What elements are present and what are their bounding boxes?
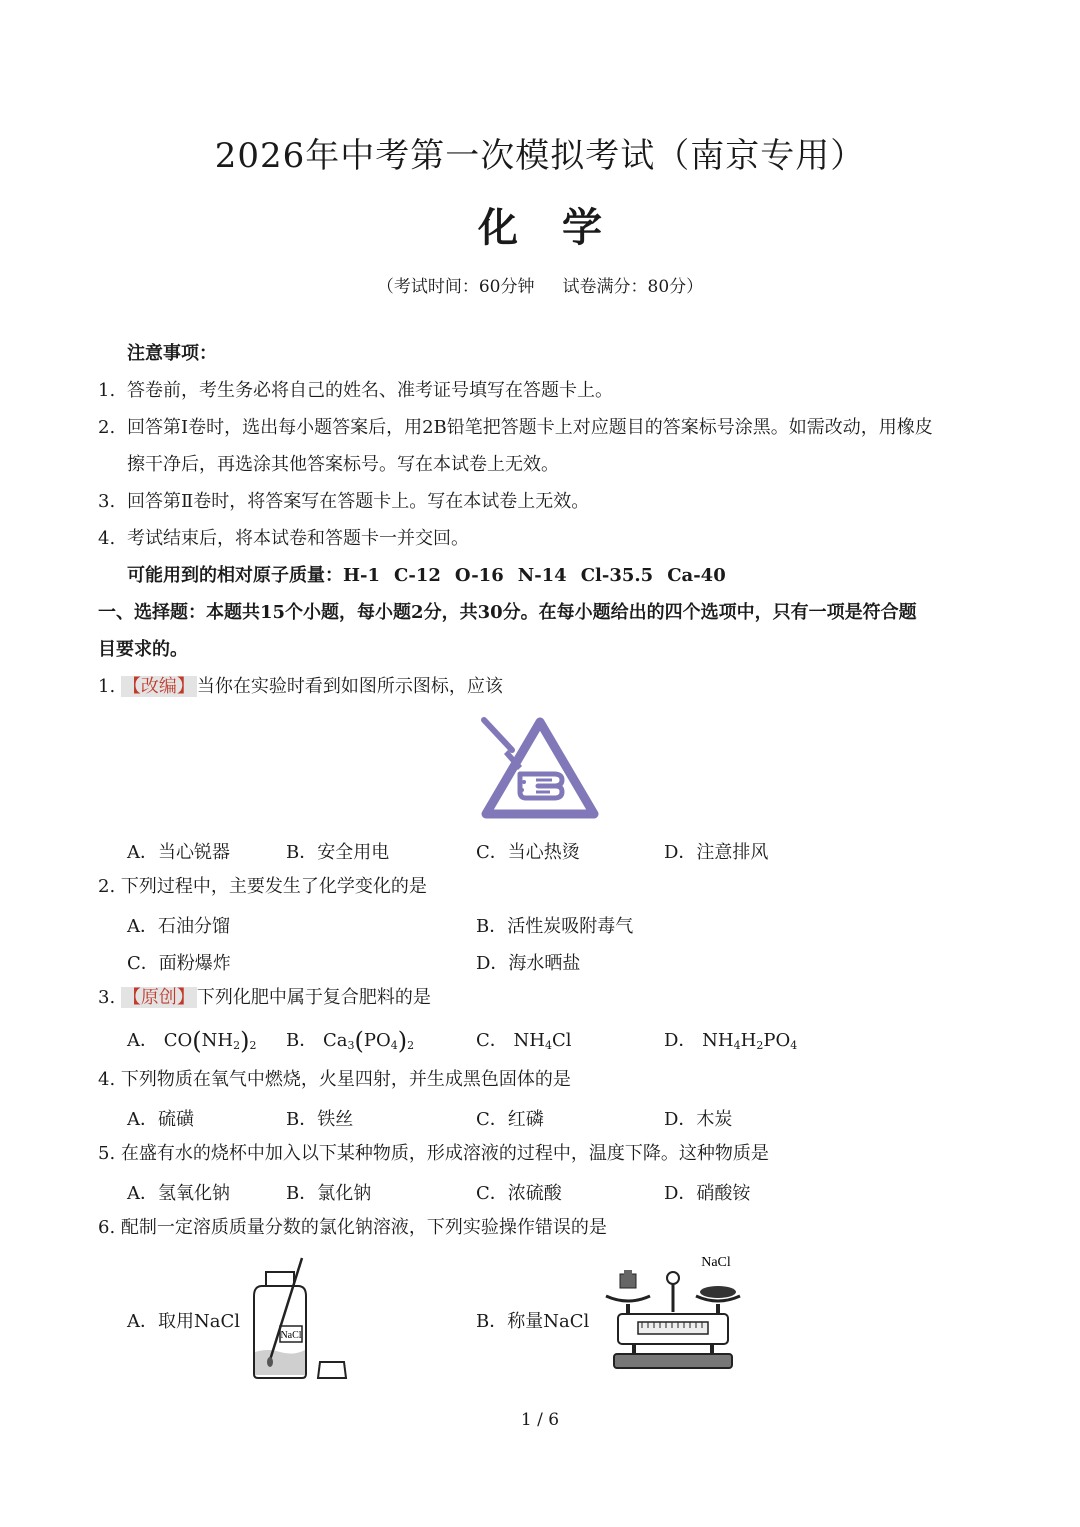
option-b[interactable]: B．称量NaCl (476, 1311, 590, 1332)
exam-info (0, 272, 1080, 297)
atomic-mass: C-12 (394, 565, 441, 586)
full-score: 试卷满分：80分） (562, 277, 704, 297)
atomic-label: 可能用到的相对原子质量： (127, 565, 343, 586)
option-b[interactable]: B．活性炭吸附毒气 (476, 916, 634, 937)
exam-title: 2026年中考第一次模拟考试（南京专用） (214, 136, 866, 176)
notice-item-2-cont: 擦干净后，再选涂其他答案标号。写在本试卷上无效。 (127, 454, 559, 475)
option-b[interactable]: B．安全用电 (286, 842, 390, 863)
question-stem: 当你在实验时看到如图所示图标，应该 (196, 676, 503, 697)
jar-label: NaCl (280, 1330, 302, 1341)
option-c[interactable] (476, 1026, 572, 1052)
option-a[interactable]: A．石油分馏 (127, 916, 230, 937)
subscript: 2 (233, 1039, 241, 1052)
atomic-mass: O-16 (454, 565, 504, 586)
formula-part: Cl (551, 1030, 572, 1051)
question-1 (98, 675, 503, 699)
formula-part: H (740, 1030, 757, 1051)
question-5 (98, 1142, 769, 1166)
question-stem: 在盛有水的烧杯中加入以下某种物质，形成溶液的过程中，温度下降。这种物质是 (120, 1143, 769, 1164)
hot-surface-warning-icon (478, 714, 602, 824)
page-number: 1 / 6 (520, 1410, 560, 1430)
notice-item-1: 答卷前，考生务必将自己的姓名、准考证号填写在答题卡上。 (127, 380, 613, 401)
question-3 (98, 986, 431, 1010)
option-a[interactable]: A．氢氧化钠 (127, 1183, 230, 1204)
subscript: 3 (347, 1039, 355, 1052)
formula-part: PO (363, 1030, 391, 1051)
question-6 (98, 1216, 607, 1240)
subscript: 2 (407, 1039, 415, 1052)
section-heading: 一、选择题：本题共15个小题，每小题2分，共30分。在每小题给出的四个选项中，只有一项是符合题 (98, 602, 917, 623)
question-stem: 下列物质在氧气中燃烧，火星四射，并生成黑色固体的是 (120, 1069, 571, 1090)
option-b[interactable] (286, 1026, 414, 1055)
notice-item-1-num: 1. (98, 380, 116, 401)
option-d[interactable]: D．木炭 (664, 1109, 733, 1130)
option-letter: D． (664, 1030, 697, 1051)
notice-item-3: 回答第Ⅱ卷时，将答案写在答题卡上。写在本试卷上无效。 (127, 491, 590, 512)
balance-label: NaCl (701, 1255, 731, 1270)
formula-part: NH (702, 1030, 734, 1051)
option-b[interactable]: B．铁丝 (286, 1109, 354, 1130)
subject-title: 化学 (478, 204, 646, 251)
notice-item-3-num: 3. (98, 491, 116, 512)
notice-heading: 注意事项： (127, 343, 217, 364)
question-stem: 下列过程中，主要发生了化学变化的是 (120, 876, 427, 897)
notice-item-2: 回答第Ⅰ卷时，选出每小题答案后，用2B铅笔把答题卡上对应题目的答案标号涂黑。如需改动，用橡皮 (127, 417, 933, 438)
question-2 (98, 875, 427, 899)
atomic-mass: N-14 (517, 565, 567, 586)
question-stem: 配制一定溶质质量分数的氯化钠溶液，下列实验操作错误的是 (120, 1217, 607, 1238)
subscript: 4 (390, 1039, 398, 1052)
question-4 (98, 1068, 571, 1092)
option-c[interactable]: C．红磷 (476, 1109, 544, 1130)
subscript: 4 (790, 1039, 798, 1052)
notice-item-4: 考试结束后，将本试卷和答题卡一并交回。 (127, 528, 469, 549)
atomic-mass: H-1 (343, 565, 381, 586)
formula-d (702, 1030, 797, 1051)
atomic-mass: Ca-40 (667, 565, 726, 586)
option-d[interactable]: D．海水晒盐 (476, 953, 581, 974)
subscript: 2 (756, 1039, 764, 1052)
exam-time: （考试时间：60分钟 (376, 277, 535, 297)
question-number: 1. (98, 676, 116, 697)
option-c[interactable]: C．当心热烫 (476, 842, 580, 863)
atomic-mass: Cl-35.5 (580, 565, 654, 586)
notice-item-2-num: 2. (98, 417, 116, 438)
option-a[interactable]: A．当心锐器 (127, 842, 230, 863)
option-d[interactable]: D．硝酸铵 (664, 1183, 751, 1204)
formula-a: $CO(NH_2)_2$ (163, 1027, 257, 1055)
formula-part: NH (513, 1030, 545, 1051)
question-number: 6. (98, 1217, 116, 1238)
option-d[interactable]: D．注意排风 (664, 842, 769, 863)
subscript: 4 (544, 1039, 552, 1052)
question-number: 5. (98, 1143, 116, 1164)
subscript: 4 (733, 1039, 741, 1052)
tag-adapted: 【改编】 (122, 676, 195, 697)
formula-part: CO (163, 1030, 193, 1051)
notice-item-4-num: 4. (98, 528, 116, 549)
formula-part: Ca (322, 1030, 348, 1051)
option-letter: A． (127, 1030, 158, 1051)
atomic-masses (127, 564, 740, 588)
tag-original: 【原创】 (122, 987, 195, 1008)
option-c[interactable]: C．浓硫酸 (476, 1183, 562, 1204)
subscript: 2 (249, 1039, 257, 1052)
option-c[interactable]: C．面粉爆炸 (127, 953, 231, 974)
question-number: 2. (98, 876, 116, 897)
option-b[interactable]: B．氯化钠 (286, 1183, 372, 1204)
section-heading-cont: 目要求的。 (98, 639, 188, 660)
option-letter: C． (476, 1030, 508, 1051)
question-number: 4. (98, 1069, 116, 1090)
option-d[interactable] (664, 1026, 797, 1052)
balance-scale-image (598, 1250, 748, 1384)
formula-b: $Ca_3(PO_4)_2$ (322, 1027, 415, 1055)
option-letter: B． (286, 1030, 318, 1051)
reagent-jar-spatula-image (248, 1254, 352, 1382)
formula-c (514, 1030, 572, 1051)
option-a[interactable]: A．取用NaCl (127, 1311, 241, 1332)
question-stem: 下列化肥中属于复合肥料的是 (196, 987, 431, 1008)
formula-part: PO (763, 1030, 791, 1051)
question-number: 3. (98, 987, 116, 1008)
formula-part: NH (201, 1030, 234, 1051)
option-a[interactable] (127, 1026, 256, 1055)
option-a[interactable]: A．硫磺 (127, 1109, 194, 1130)
